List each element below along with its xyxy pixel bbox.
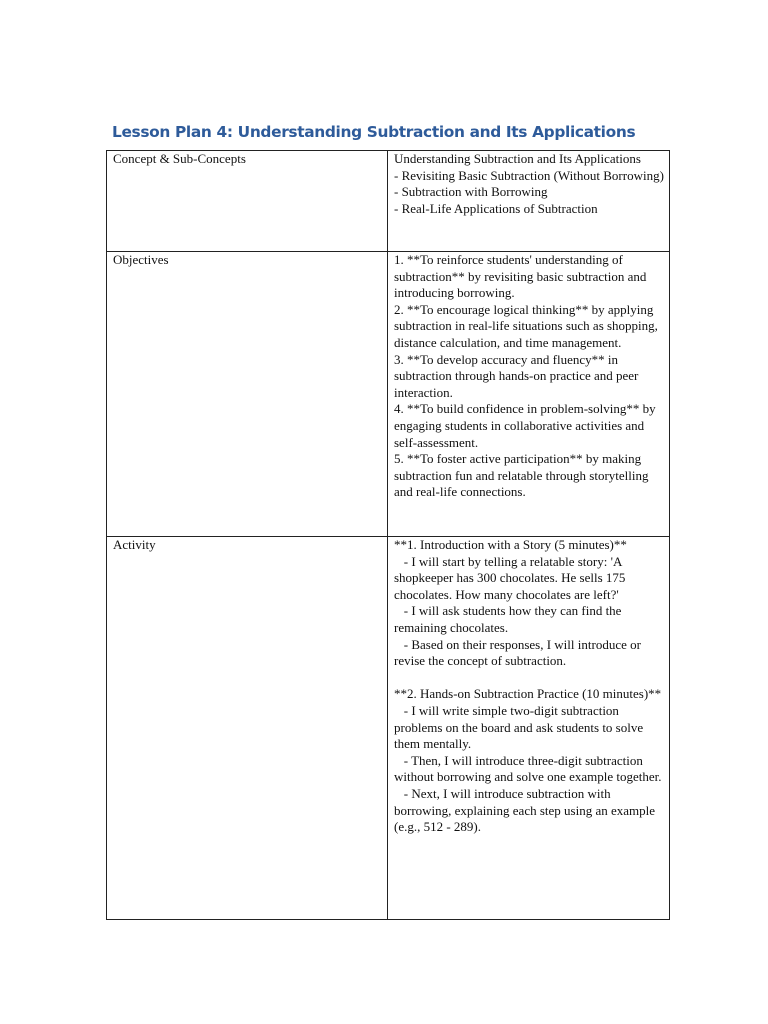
content-line: Understanding Subtraction and Its Applications xyxy=(394,151,641,166)
row-label-cell xyxy=(107,252,388,537)
row-content-cell xyxy=(388,151,670,252)
table-row-concept xyxy=(107,151,670,252)
row-content-cell xyxy=(388,252,670,537)
row-label-cell xyxy=(107,151,388,252)
content-line: **1. Introduction with a Story (5 minutes)** xyxy=(394,537,627,552)
content-line: - Based on their responses, I will introduce or revise the concept of subtraction. xyxy=(394,636,645,669)
content-line: 2. **To encourage logical thinking** by applying subtraction in real-life situations such as shopping, distance calculation, and time management. xyxy=(394,301,662,350)
document-title: Lesson Plan 4: Understanding Subtraction and Its Applications xyxy=(112,123,636,141)
row-label: Objectives xyxy=(113,252,169,267)
lesson-plan-table xyxy=(106,150,670,920)
content-line: 5. **To foster active participation** by making subtraction fun and relatable through storytelling and real-life connections. xyxy=(394,451,652,500)
content-line: - Revisiting Basic Subtraction (Without Borrowing) xyxy=(394,167,664,183)
content-line: **2. Hands-on Subtraction Practice (10 minutes)** xyxy=(394,686,662,702)
content-line: - Subtraction with Borrowing xyxy=(394,184,548,200)
content-line: - I will ask students how they can find the remaining chocolates. xyxy=(394,603,625,635)
content-line: - Next, I will introduce subtraction with borrowing, explaining each step using an example (e.g., 512 - 289). xyxy=(394,785,659,835)
content-line: 4. **To build confidence in problem-solving** by engaging students in collaborative activities and self-assessment. xyxy=(394,401,659,450)
row-content xyxy=(394,537,665,836)
row-label: Activity xyxy=(113,537,156,552)
content-line xyxy=(394,670,665,687)
content-line: - I will start by telling a relatable story: 'A shopkeeper has 300 chocolates. He sells 175 chocolates. How many chocolates are left?' xyxy=(394,553,629,602)
content-line: 1. **To reinforce students' understanding of subtraction** by revisiting basic subtraction and introducing borrowing. xyxy=(394,252,650,301)
row-content-cell xyxy=(388,537,670,920)
content-line: 3. **To develop accuracy and fluency** in subtraction through hands-on practice and peer interaction. xyxy=(394,351,642,400)
table-row-activity xyxy=(107,537,670,920)
content-line: - Then, I will introduce three-digit subtraction without borrowing and solve one example together. xyxy=(394,752,662,785)
row-label: Concept & Sub-Concepts xyxy=(113,151,246,166)
content-line: - I will write simple two-digit subtraction problems on the board and ask students to solve them mentally. xyxy=(394,702,647,752)
row-content xyxy=(394,151,665,217)
table-row-objectives xyxy=(107,252,670,537)
row-content xyxy=(394,252,665,501)
row-label-cell xyxy=(107,537,388,920)
content-line: - Real-Life Applications of Subtraction xyxy=(394,200,598,216)
